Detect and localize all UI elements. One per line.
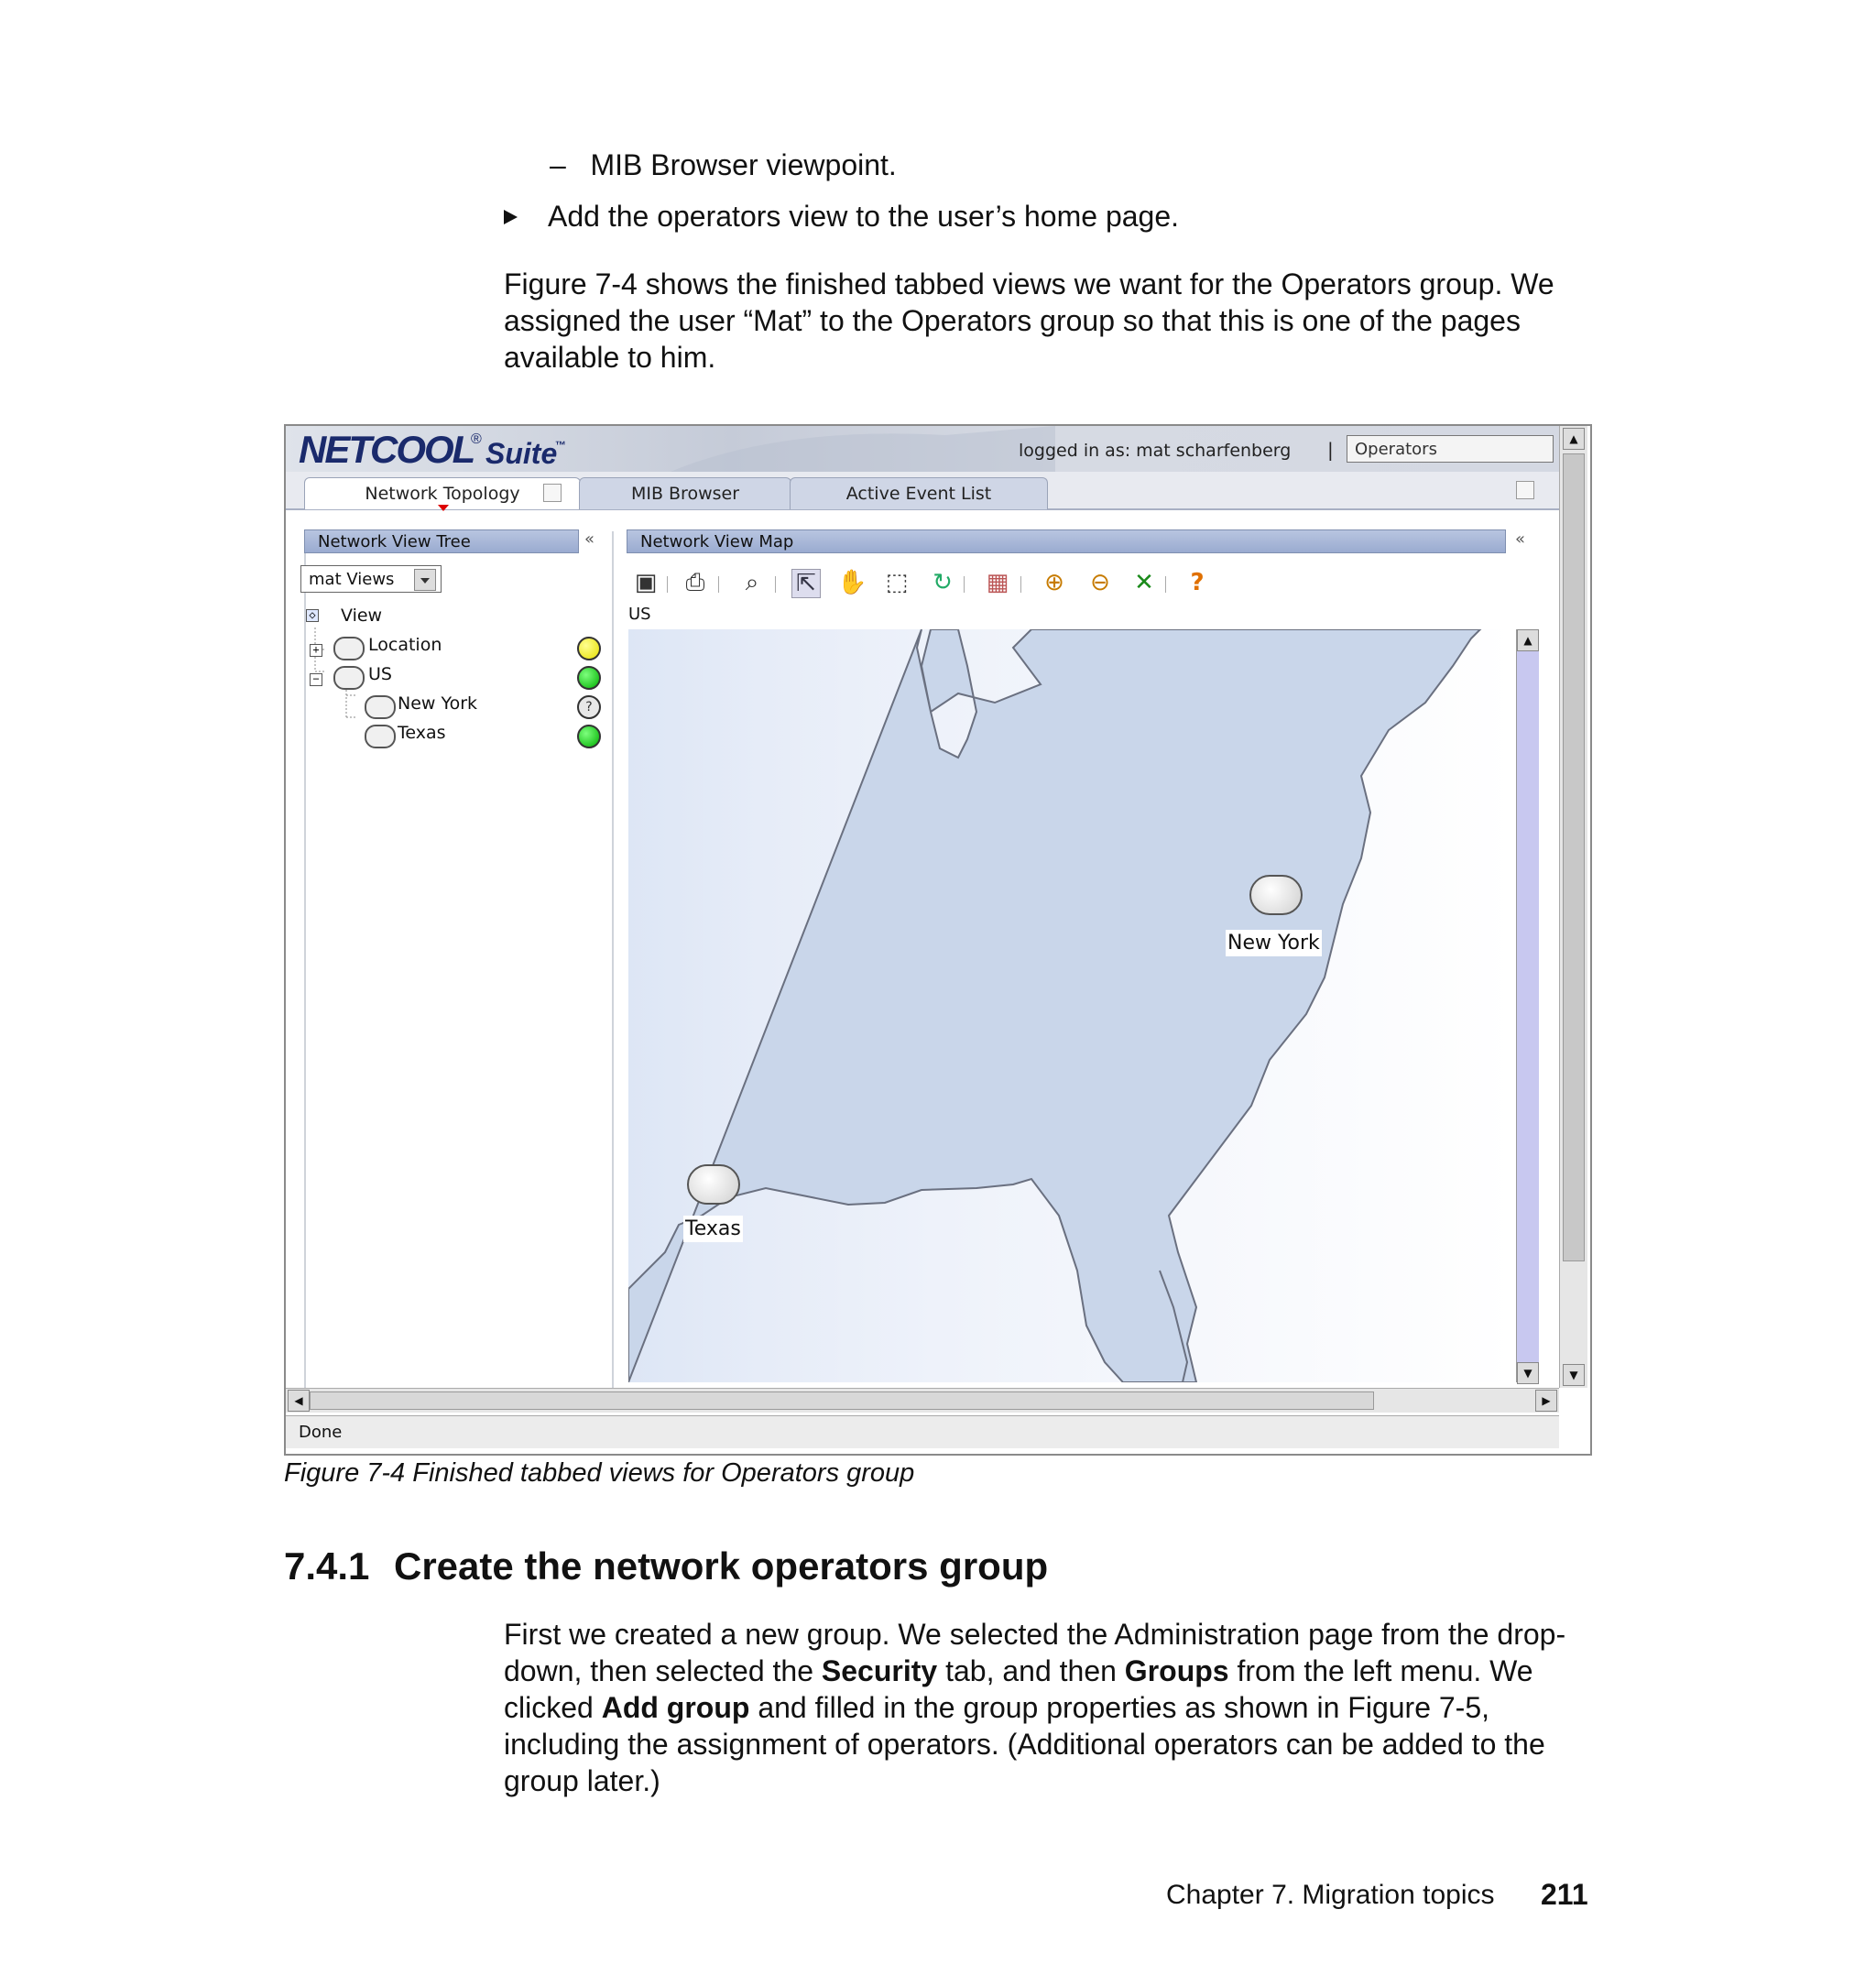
section-title: Create the network operators group — [394, 1544, 1049, 1588]
fit-icon[interactable]: ✕ — [1134, 569, 1154, 596]
section-number: 7.4.1 — [284, 1544, 370, 1588]
cloud-icon — [365, 725, 396, 748]
tree-item-label: View — [341, 606, 383, 626]
tab-active-event-list[interactable] — [790, 477, 1048, 509]
dash-list-item — [550, 147, 897, 183]
page-scroll-left-icon[interactable]: ◀ — [288, 1390, 310, 1412]
print-icon[interactable]: ⎙ — [685, 569, 705, 596]
logo-trademark: ™ — [555, 439, 566, 452]
paragraph-create-group — [504, 1616, 1594, 1799]
panel-title: Network View Map — [627, 529, 1506, 553]
cloud-icon — [333, 637, 365, 660]
texas-node-icon[interactable] — [687, 1164, 740, 1205]
chevron-down-icon[interactable] — [414, 569, 436, 591]
cloud-icon — [365, 695, 396, 719]
page-select-dropdown[interactable]: Operators — [1347, 435, 1554, 463]
dash-item-text: MIB Browser viewpoint. — [590, 148, 897, 181]
status-yellow-icon — [577, 637, 601, 660]
select-icon[interactable]: ⇱ — [791, 569, 821, 598]
header-swoosh — [671, 426, 1055, 472]
status-unknown-icon: ? — [577, 695, 601, 719]
toolbar-divider — [1020, 576, 1021, 593]
dash-mark: – — [550, 148, 591, 181]
expand-plus-icon[interactable]: + — [310, 644, 322, 657]
save-icon[interactable]: ▣ — [634, 569, 658, 596]
netcool-logo: NETCOOL — [299, 428, 474, 471]
us-map[interactable] — [628, 629, 1513, 1382]
footer-chapter: Chapter 7. Migration topics — [1166, 1880, 1495, 1910]
new-york-node-label[interactable]: New York — [1227, 932, 1320, 955]
collapse-minus-icon[interactable]: − — [310, 673, 322, 686]
edit-page-icon[interactable] — [1516, 481, 1534, 499]
edit-icon[interactable] — [543, 484, 562, 502]
pan-icon[interactable]: ✋ — [837, 569, 867, 596]
netcool-screenshot — [284, 424, 1592, 1456]
zoom-out-icon[interactable]: ⊖ — [1090, 569, 1110, 596]
map-vertical-scrollbar[interactable] — [1516, 629, 1539, 1382]
page-scroll-right-icon[interactable]: ▶ — [1535, 1390, 1557, 1412]
views-select[interactable]: mat Views — [300, 565, 442, 593]
status-green-icon — [577, 666, 601, 690]
para-text: First we created a new group. We selected the Administration page from the drop-down, then selected the — [504, 1618, 1566, 1687]
tree-item-label: Location — [368, 635, 442, 655]
logo-suite: Suite — [485, 437, 558, 470]
page-vscroll-thumb[interactable] — [1563, 453, 1585, 1261]
map-scroll-up-icon[interactable]: ▲ — [1517, 629, 1539, 651]
view-root-icon: ◇ — [306, 609, 319, 622]
grid-icon[interactable]: ▦ — [986, 569, 1009, 596]
bullet-triangle-icon — [504, 210, 518, 224]
status-green-icon — [577, 725, 601, 748]
coastline-map — [628, 629, 1513, 1382]
paragraph-intro: Figure 7-4 shows the finished tabbed views we want for the Operators group. We assigned the user “Mat” to the Operators group so that this is one of the pages available to him. — [504, 267, 1554, 374]
toolbar-divider — [964, 576, 965, 593]
find-icon[interactable]: ⌕ — [745, 569, 759, 596]
tab-label: Active Event List — [845, 484, 992, 504]
page-number: 211 — [1541, 1878, 1588, 1911]
bullet-item-text: Add the operators view to the user’s home page. — [548, 200, 1180, 233]
new-york-node-icon[interactable] — [1249, 875, 1303, 915]
map-breadcrumb: US — [628, 605, 651, 624]
para-text: and filled in the group properties as shown in Figure 7-5, including the assignment of operators. (Additional operators can be added to the group later.) — [504, 1691, 1545, 1797]
bold-security: Security — [821, 1654, 938, 1687]
tab-label: Network Topology — [365, 484, 520, 504]
page-scroll-down-icon[interactable]: ▼ — [1563, 1364, 1585, 1386]
page-scroll-up-icon[interactable]: ▲ — [1563, 428, 1585, 450]
zoom-in-icon[interactable]: ⊕ — [1044, 569, 1064, 596]
tab-mib-browser[interactable] — [579, 477, 791, 509]
figure-caption: Figure 7-4 Finished tabbed views for Operators group — [284, 1458, 915, 1488]
tab-bar — [286, 472, 1559, 510]
tab-menu-arrow-icon[interactable] — [438, 505, 449, 511]
land-shape — [628, 629, 1480, 1382]
header-separator: | — [1327, 439, 1334, 461]
collapse-right-icon[interactable]: « — [1515, 529, 1526, 549]
tab-label: MIB Browser — [630, 484, 740, 504]
tree-item-label: Texas — [398, 723, 446, 743]
refresh-icon[interactable]: ↻ — [933, 569, 953, 596]
page-hscroll-thumb[interactable] — [310, 1391, 1374, 1410]
toolbar-divider — [718, 576, 719, 593]
zoom-box-icon[interactable]: ⬚ — [885, 569, 909, 596]
cloud-icon — [333, 666, 365, 690]
panel-title: Network View Tree — [304, 529, 579, 553]
status-bar: Done — [286, 1415, 1559, 1448]
collapse-left-icon[interactable]: « — [584, 529, 595, 549]
logged-in-user: logged in as: mat scharfenberg — [1019, 441, 1292, 461]
toolbar-divider — [1165, 576, 1166, 593]
map-scroll-down-icon[interactable]: ▼ — [1517, 1362, 1539, 1384]
para-text: from the left menu. We clicked — [504, 1654, 1533, 1724]
tree-item-label: New York — [398, 693, 478, 714]
para-text: tab, and then — [937, 1654, 1125, 1687]
bold-groups: Groups — [1124, 1654, 1229, 1687]
logo-registered-mark: ® — [471, 431, 482, 447]
bold-add-group: Add group — [601, 1691, 750, 1724]
tree-item-label: US — [368, 664, 392, 684]
toolbar-divider — [667, 576, 668, 593]
texas-node-label[interactable]: Texas — [685, 1217, 741, 1240]
help-icon[interactable]: ? — [1190, 569, 1205, 596]
toolbar-divider — [775, 576, 776, 593]
map-toolbar — [627, 563, 1539, 600]
